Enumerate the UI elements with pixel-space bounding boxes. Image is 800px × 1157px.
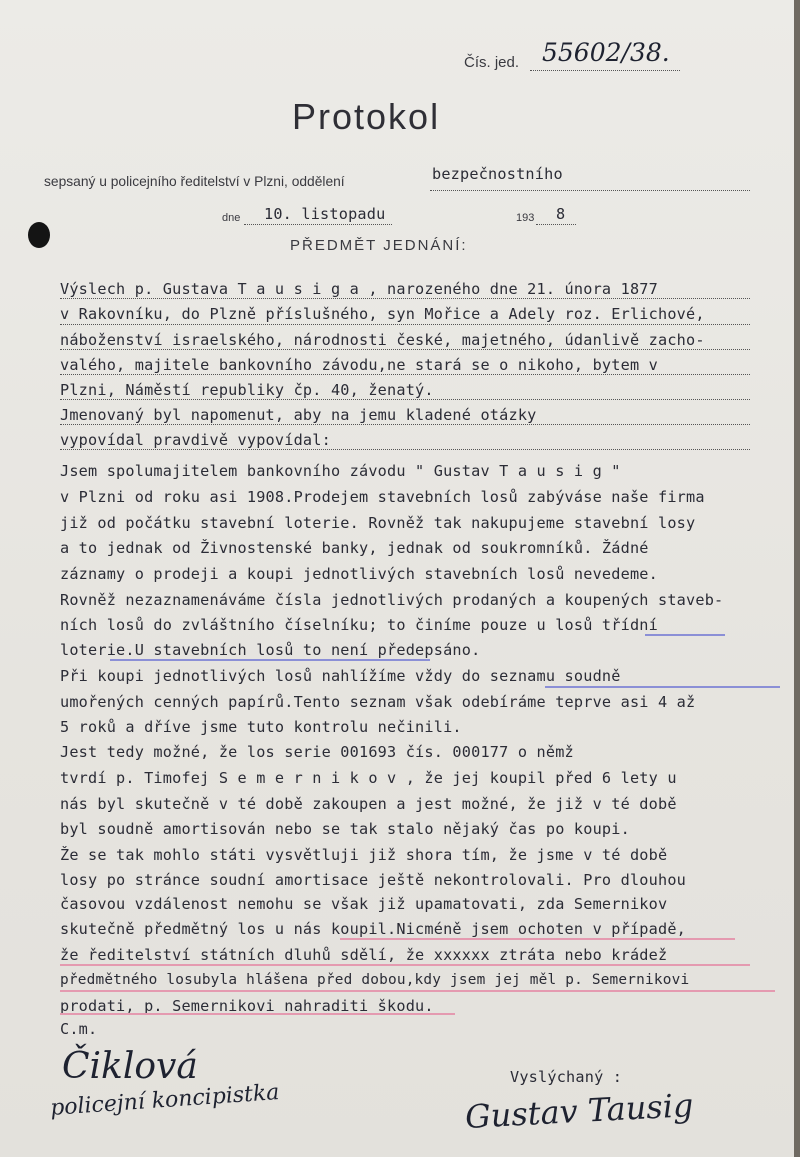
blue-underline (110, 659, 430, 661)
blue-underline (545, 686, 780, 688)
oddeleni-value: bezpečnostního (432, 165, 563, 183)
body-line: předmětného losubyla hlášena před dobou,kdy jsem jej měl p. Semernikovi (60, 972, 690, 988)
body-line: v Plzni od roku asi 1908.Prodejem stavebních losů zabýváse naše firma (60, 488, 705, 506)
page-edge (794, 0, 800, 1157)
page-title: Protokol (292, 96, 441, 137)
sepsany-text: sepsaný u policejního ředitelství v Plzni, oddělení (44, 174, 345, 189)
date-dots (244, 224, 392, 225)
body-line: Při koupi jednotlivých losů nahlížíme vždy do seznamu soudně (60, 667, 621, 685)
year-digit: 8 (556, 205, 566, 223)
pink-underline (60, 964, 750, 966)
vyslychany-label: Vyslýchaný : (510, 1068, 623, 1086)
subject-line: Plzni, Náměstí republiky čp. 40, ženatý. (60, 381, 434, 399)
date-value: 10. listopadu (264, 205, 386, 223)
year-prefix: 193 (516, 212, 535, 224)
body-line: prodati, p. Semernikovi nahraditi škodu. (60, 997, 434, 1015)
subject-line: vypovídal pravdivě vypovídal: (60, 431, 331, 449)
body-line: již od počátku stavební loterie. Rovněž tak nakupujeme stavební losy (60, 514, 696, 532)
body-line: nás byl skutečně v té době zakoupen a jest možné, že již v té době (60, 795, 677, 813)
pink-underline (60, 1013, 455, 1015)
body-line: skutečně předmětný los u nás koupil.Nicméně jsem ochoten v případě, (60, 920, 687, 938)
officer-title: policejní koncipistka (49, 1080, 281, 1121)
body-line: a to jednak od Živnostenské banky, jednak od soukromníků. Žádné (60, 539, 649, 557)
body-line: tvrdí p. Timofej S e m e r n i k o v , že jej koupil před 6 lety u (60, 769, 677, 787)
body-line: ních losů do zvláštního číselníku; to činíme pouze u losů třídní (60, 616, 658, 634)
subject-line: náboženství israelského, národnosti české, majetného, údanlivě zacho- (60, 331, 705, 349)
pink-underline (60, 990, 775, 992)
punch-hole (28, 222, 50, 248)
oddeleni-dots (430, 190, 750, 191)
body-line: Rovněž nezaznamenáváme čísla jednotlivých prodaných a koupených staveb- (60, 591, 724, 609)
pink-underline (340, 938, 735, 940)
body-line: umořených cenných papírů.Tento seznam však odebíráme teprve asi 4 až (60, 693, 696, 711)
officer-signature: Čiklová (62, 1046, 198, 1087)
rule-line (60, 449, 750, 450)
rule-line (60, 298, 750, 299)
body-line: byl soudně amortisován nebo se tak stalo nějaký čas po koupi. (60, 820, 630, 838)
subject-line: Jmenovaný byl napomenut, aby na jemu kladené otázky (60, 406, 537, 424)
subject-line: valého, majitele bankovního závodu,ne stará se o nikoho, bytem v (60, 356, 658, 374)
predmet-label: PŘEDMĚT JEDNÁNÍ: (290, 237, 468, 254)
body-line: záznamy o prodeji a koupi jednotlivých stavebních losů nevedeme. (60, 565, 658, 583)
body-line: Jest tedy možné, že los serie 001693 čís. 000177 o němž (60, 743, 574, 761)
cis-jed-dots (530, 70, 680, 71)
body-line: losy po stránce soudní amortisace ještě nekontrolovali. Pro dlouhou (60, 871, 687, 889)
year-dots (536, 224, 576, 225)
body-line: Jsem spolumajitelem bankovního závodu " Gustav T a u s i g " (60, 462, 621, 480)
body-line: Že se tak mohlo státi vysvětluji již shora tím, že jsme v té době (60, 846, 668, 864)
rule-line (60, 349, 750, 350)
cis-jed-label: Čís. jed. (464, 54, 520, 71)
blue-underline (645, 634, 725, 636)
body-line: loterie.U stavebních losů to není předepsáno. (60, 641, 481, 659)
body-line: časovou vzdálenost nemohu se však již upamatovati, zda Semernikov (60, 895, 668, 913)
body-line: 5 roků a dříve jsme tuto kontrolu nečinili. (60, 718, 462, 736)
rule-line (60, 324, 750, 325)
cm-mark: C.m. (60, 1020, 98, 1038)
subject-line: v Rakovníku, do Plzně příslušného, syn Mořice a Adely roz. Erlichové, (60, 305, 705, 323)
subject-line: Výslech p. Gustava T a u s i g a , narozeného dne 21. února 1877 (60, 280, 658, 298)
cis-jed-value: 55602/38. (542, 38, 670, 67)
witness-signature: Gustav Tausig (464, 1086, 695, 1136)
dne-label: dne (222, 212, 241, 224)
body-line: že ředitelství státních dluhů sdělí, že xxxxxx ztráta nebo krádež (60, 946, 668, 964)
rule-line (60, 399, 750, 400)
rule-line (60, 424, 750, 425)
rule-line (60, 374, 750, 375)
